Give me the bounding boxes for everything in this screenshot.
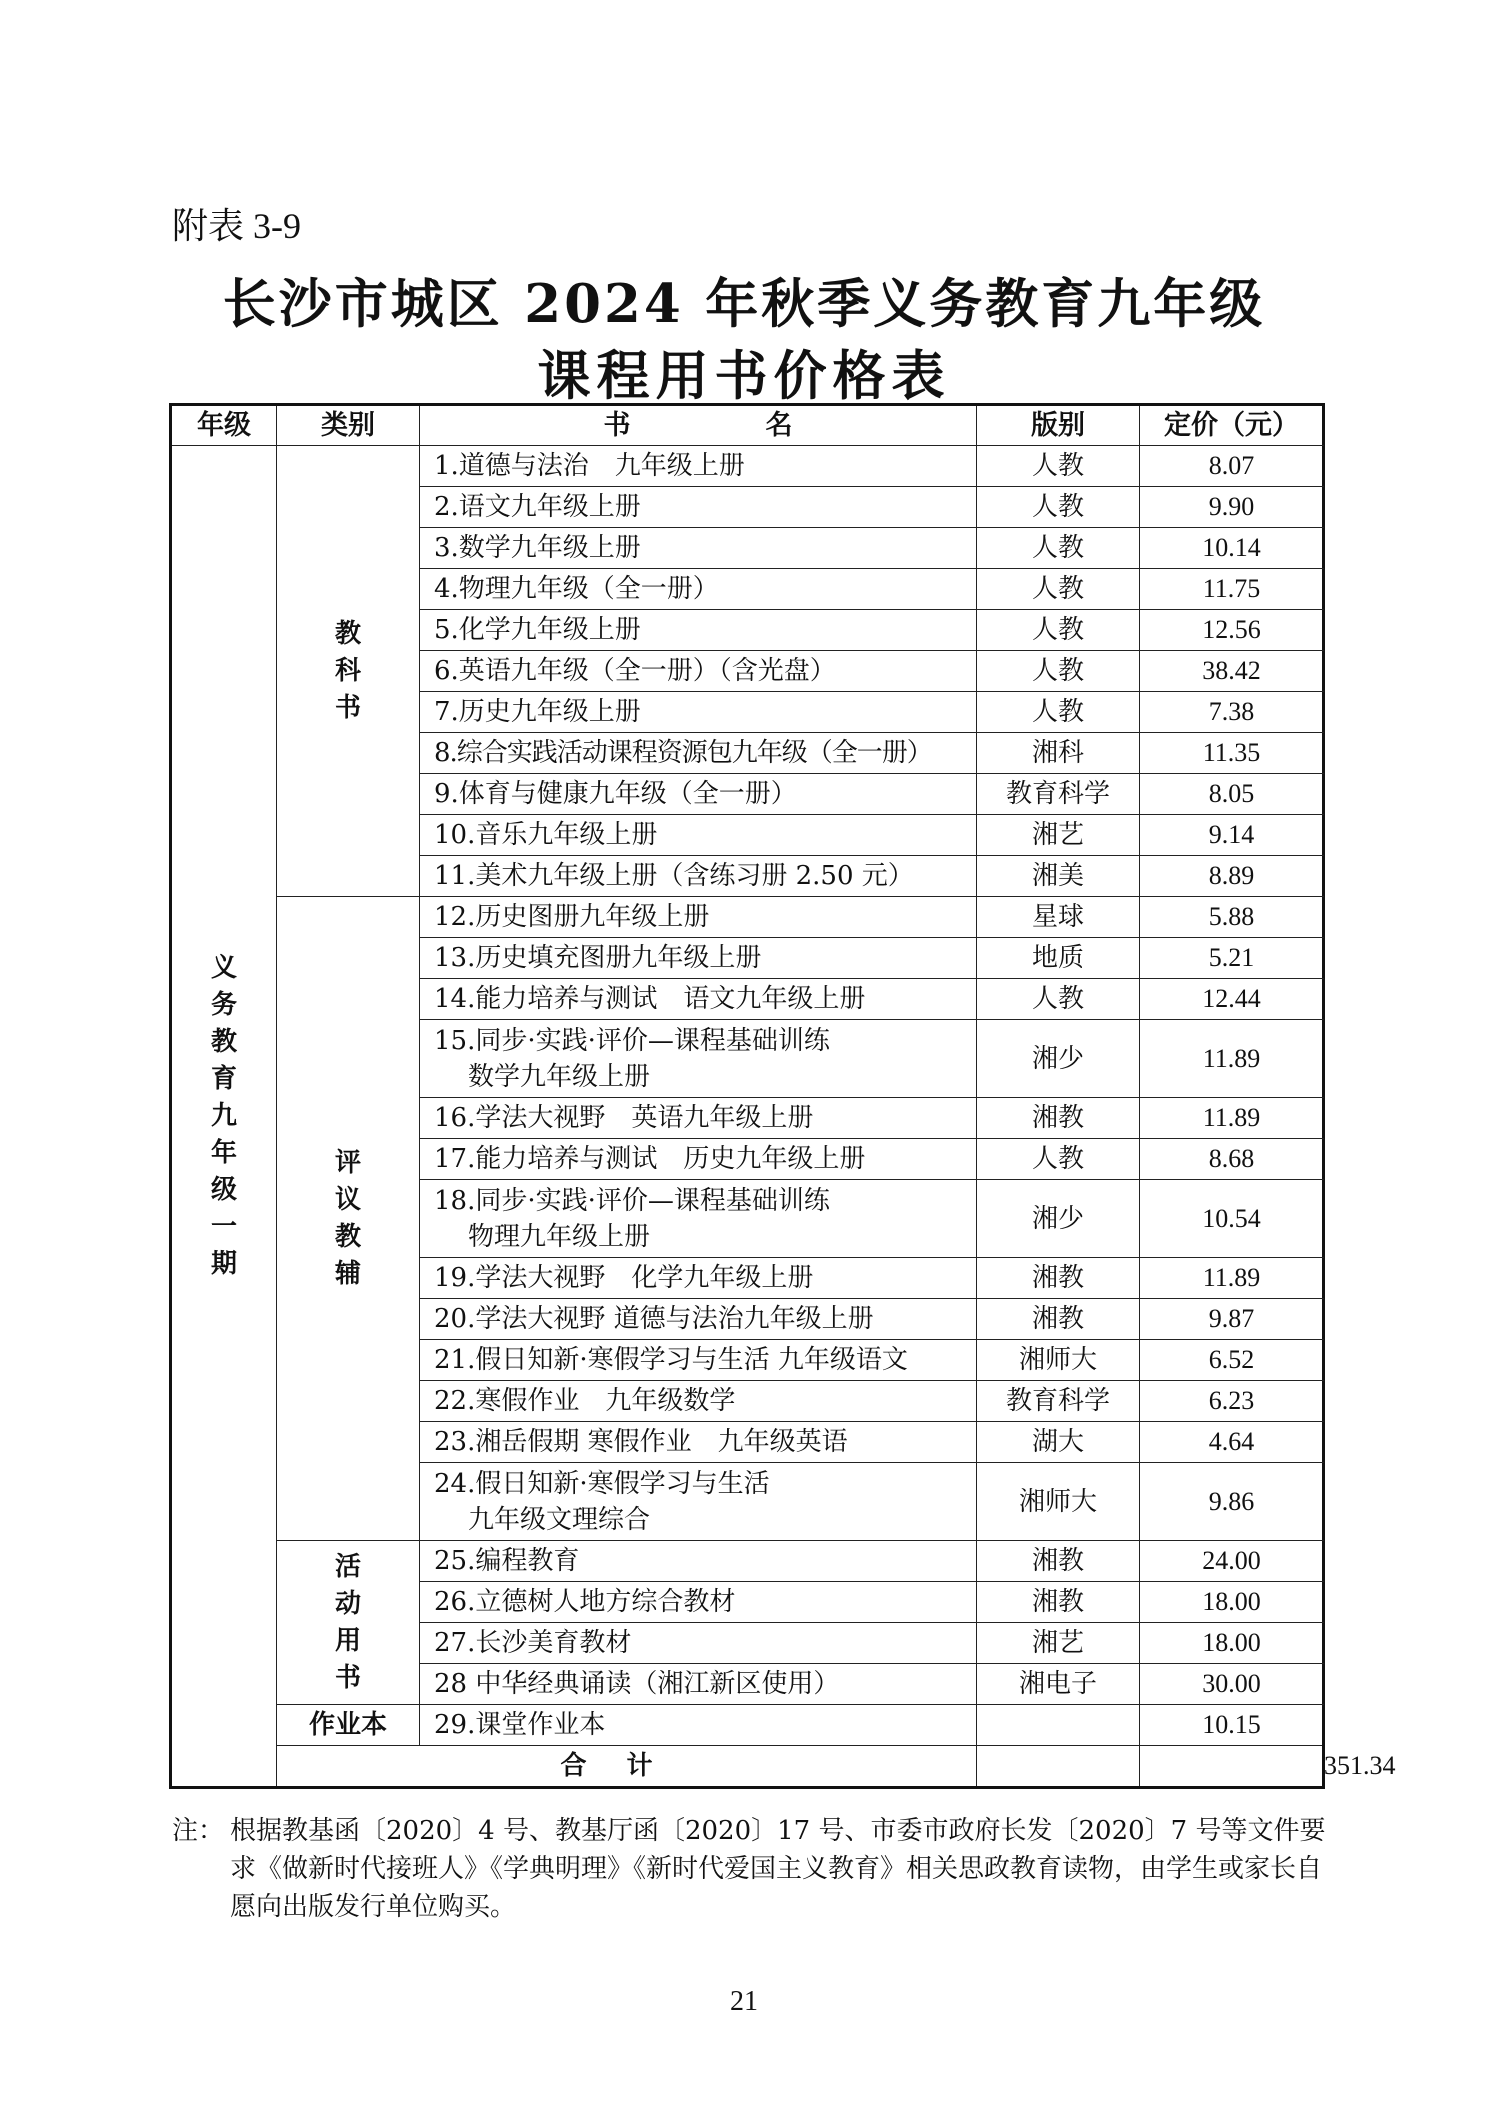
book-edition: 人教 [977, 610, 1140, 651]
book-name: 25.编程教育 [420, 1541, 977, 1582]
book-name: 20.学法大视野 道德与法治九年级上册 [420, 1299, 977, 1340]
total-empty [977, 1746, 1140, 1788]
book-price: 9.90 [1140, 487, 1324, 528]
total-label: 合计 [277, 1746, 977, 1788]
footnote-label: 注： [172, 1816, 225, 1846]
book-price: 11.89 [1140, 1258, 1324, 1299]
book-name: 14.能力培养与测试 语文九年级上册 [420, 979, 977, 1020]
book-name: 2.语文九年级上册 [420, 487, 977, 528]
book-edition: 人教 [977, 979, 1140, 1020]
page-title-line1: 长沙市城区 2024 年秋季义务教育九年级 [222, 273, 1266, 335]
book-edition: 地质 [977, 938, 1140, 979]
book-name: 16.学法大视野 英语九年级上册 [420, 1098, 977, 1139]
header-row [171, 405, 1324, 446]
header-category: 类别 [277, 405, 420, 446]
total-empty [1140, 1746, 1324, 1788]
header-grade: 年级 [171, 405, 277, 446]
book-price: 6.52 [1140, 1340, 1324, 1381]
table-row [171, 446, 1324, 487]
grade-cell: 义 务 教 育 九 年 级 一 期 [171, 446, 277, 1788]
book-name: 13.历史填充图册九年级上册 [420, 938, 977, 979]
book-price: 11.89 [1140, 1020, 1324, 1098]
book-name: 21.假日知新·寒假学习与生活 九年级语文 [420, 1340, 977, 1381]
book-name: 23.湘岳假期 寒假作业 九年级英语 [420, 1422, 977, 1463]
book-edition: 人教 [977, 651, 1140, 692]
book-edition: 人教 [977, 487, 1140, 528]
book-name: 3.数学九年级上册 [420, 528, 977, 569]
appendix-label: 附表 3-9 [172, 206, 301, 246]
book-edition: 湘教 [977, 1582, 1140, 1623]
book-price: 8.68 [1140, 1139, 1324, 1180]
book-price: 12.44 [1140, 979, 1324, 1020]
book-price: 9.86 [1140, 1463, 1324, 1541]
book-edition: 湘教 [977, 1098, 1140, 1139]
book-price: 6.23 [1140, 1381, 1324, 1422]
book-name: 1.道德与法治 九年级上册 [420, 446, 977, 487]
book-name: 8.综合实践活动课程资源包九年级（全一册） [420, 733, 977, 774]
book-price: 10.14 [1140, 528, 1324, 569]
header-edition: 版别 [977, 405, 1140, 446]
book-edition: 人教 [977, 569, 1140, 610]
book-name: 22.寒假作业 九年级数学 [420, 1381, 977, 1422]
book-edition: 湘少 [977, 1020, 1140, 1098]
book-edition: 湘艺 [977, 815, 1140, 856]
book-edition: 湘少 [977, 1180, 1140, 1258]
book-edition: 湘教 [977, 1541, 1140, 1582]
book-edition: 湘师大 [977, 1340, 1140, 1381]
book-price: 11.89 [1140, 1098, 1324, 1139]
book-name: 11.美术九年级上册（含练习册 2.50 元） [420, 856, 977, 897]
book-name: 24.假日知新·寒假学习与生活 九年级文理综合 [420, 1463, 977, 1541]
book-name: 29.课堂作业本 [420, 1705, 977, 1746]
book-name: 26.立德树人地方综合教材 [420, 1582, 977, 1623]
book-price: 18.00 [1140, 1582, 1324, 1623]
book-name: 10.音乐九年级上册 [420, 815, 977, 856]
book-name: 9.体育与健康九年级（全一册） [420, 774, 977, 815]
book-edition: 湘教 [977, 1299, 1140, 1340]
book-price: 8.05 [1140, 774, 1324, 815]
book-edition: 星球 [977, 897, 1140, 938]
category-review: 评 议 教 辅 [277, 897, 420, 1541]
book-edition: 湘科 [977, 733, 1140, 774]
total-row: 合计 351.34 [171, 1746, 1324, 1788]
book-edition: 人教 [977, 446, 1140, 487]
book-price: 11.35 [1140, 733, 1324, 774]
book-name: 27.长沙美育教材 [420, 1623, 977, 1664]
book-name: 12.历史图册九年级上册 [420, 897, 977, 938]
category-activity: 活 动 用 书 [277, 1541, 420, 1705]
book-price: 5.21 [1140, 938, 1324, 979]
book-name: 15.同步·实践·评价—课程基础训练 数学九年级上册 [420, 1020, 977, 1098]
header-price: 定价（元） [1140, 405, 1324, 446]
book-name: 7.历史九年级上册 [420, 692, 977, 733]
book-edition: 湘教 [977, 1258, 1140, 1299]
book-price: 10.54 [1140, 1180, 1324, 1258]
book-price: 4.64 [1140, 1422, 1324, 1463]
book-edition: 湘电子 [977, 1664, 1140, 1705]
price-table [169, 403, 1396, 1789]
footnote [172, 1812, 1332, 1926]
book-price: 18.00 [1140, 1623, 1324, 1664]
book-edition: 湘师大 [977, 1463, 1140, 1541]
book-name: 4.物理九年级（全一册） [420, 569, 977, 610]
book-name: 19.学法大视野 化学九年级上册 [420, 1258, 977, 1299]
table-row [171, 897, 1324, 938]
book-price: 8.89 [1140, 856, 1324, 897]
book-price: 9.14 [1140, 815, 1324, 856]
book-edition: 湘美 [977, 856, 1140, 897]
book-price: 5.88 [1140, 897, 1324, 938]
book-edition: 教育科学 [977, 1381, 1140, 1422]
book-edition: 教育科学 [977, 774, 1140, 815]
book-edition [977, 1705, 1140, 1746]
book-price: 38.42 [1140, 651, 1324, 692]
table-row [171, 1541, 1324, 1582]
book-price: 24.00 [1140, 1541, 1324, 1582]
book-price: 11.75 [1140, 569, 1324, 610]
book-edition: 人教 [977, 692, 1140, 733]
category-textbook: 教 科 书 [277, 446, 420, 897]
book-edition: 人教 [977, 1139, 1140, 1180]
book-edition: 人教 [977, 528, 1140, 569]
category-homework: 作业本 [277, 1705, 420, 1746]
page-title-line2: 课程用书价格表 [537, 345, 951, 407]
table-row [171, 1705, 1324, 1746]
book-name: 17.能力培养与测试 历史九年级上册 [420, 1139, 977, 1180]
book-price: 9.87 [1140, 1299, 1324, 1340]
book-price: 12.56 [1140, 610, 1324, 651]
book-price: 8.07 [1140, 446, 1324, 487]
book-edition: 湘艺 [977, 1623, 1140, 1664]
book-edition: 湖大 [977, 1422, 1140, 1463]
header-book-name: 书 名 [420, 405, 977, 446]
book-price: 10.15 [1140, 1705, 1324, 1746]
book-name: 6.英语九年级（全一册）（含光盘） [420, 651, 977, 692]
book-price: 7.38 [1140, 692, 1324, 733]
book-name: 28 中华经典诵读（湘江新区使用） [420, 1664, 977, 1705]
footnote-text: 根据教基函〔2020〕4 号、教基厅函〔2020〕17 号、市委市政府长发〔2020〕7 号等文件要求《做新时代接班人》《学典明理》《新时代爱国主义教育》相关思政教育读物，由学生或家长自愿向出版发行单位购买。 [230, 1816, 1326, 1922]
book-name: 5.化学九年级上册 [420, 610, 977, 651]
page-number: 21 [730, 1986, 758, 2017]
book-price: 30.00 [1140, 1664, 1324, 1705]
book-name: 18.同步·实践·评价—课程基础训练 物理九年级上册 [420, 1180, 977, 1258]
